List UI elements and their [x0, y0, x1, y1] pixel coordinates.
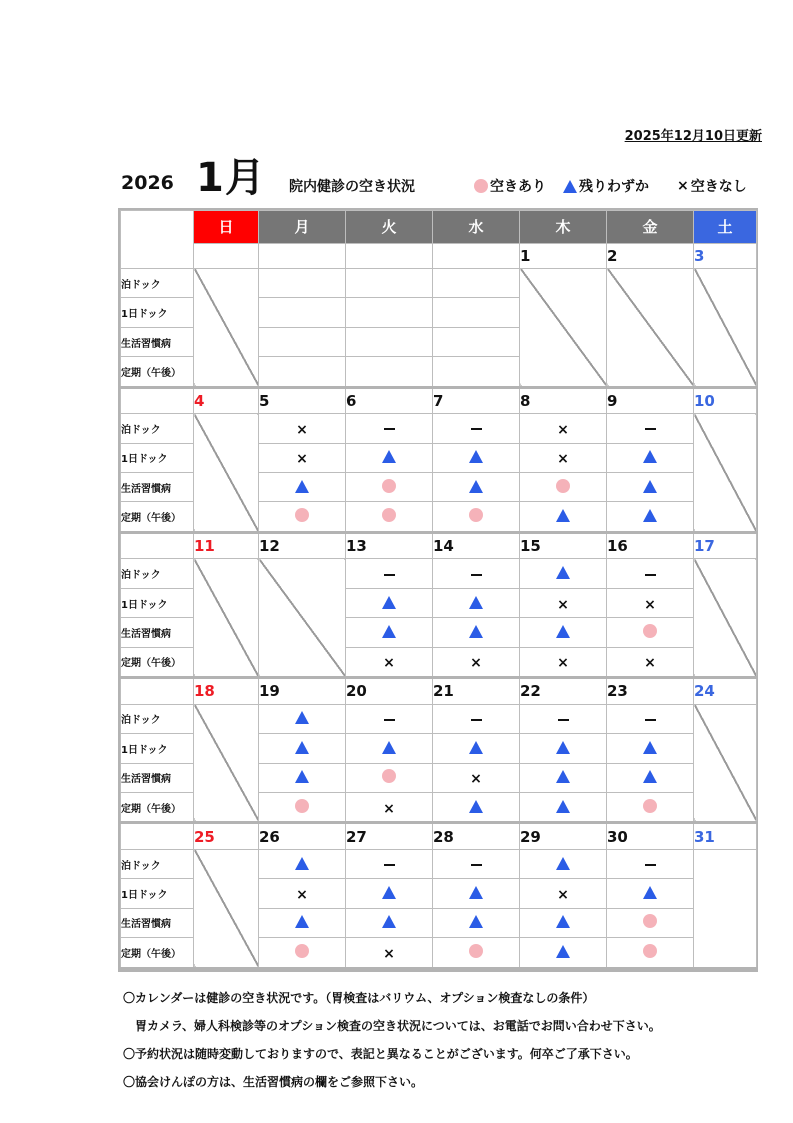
closed-day-cell	[194, 704, 259, 823]
dash-icon	[384, 428, 395, 430]
status-cell	[520, 559, 607, 588]
status-cell	[607, 849, 694, 878]
triangle-icon	[469, 450, 483, 463]
date-cell: 22	[520, 678, 607, 704]
dash-icon	[645, 428, 656, 430]
status-cell	[346, 938, 433, 969]
row-label: 泊ドック	[121, 414, 194, 443]
row-label: 生活習慣病	[121, 473, 194, 502]
status-cell	[259, 414, 346, 443]
cross-icon: ×	[383, 946, 395, 963]
status-cell	[607, 879, 694, 908]
status-cell	[607, 588, 694, 617]
cross-icon: ×	[557, 451, 569, 468]
row-label: 1日ドック	[121, 734, 194, 763]
date-cell: 31	[694, 823, 757, 849]
triangle-icon	[295, 857, 309, 870]
empty-slot-cell	[433, 357, 520, 387]
status-cell	[520, 849, 607, 878]
triangle-icon	[643, 450, 657, 463]
triangle-icon	[469, 915, 483, 928]
triangle-icon	[643, 509, 657, 522]
legend-full-label: 空きなし	[690, 179, 747, 195]
dash-icon	[558, 719, 569, 721]
circle-icon	[469, 508, 483, 522]
status-cell	[259, 502, 346, 532]
empty-slot-cell	[433, 298, 520, 327]
triangle-icon	[295, 741, 309, 754]
row-label: 1日ドック	[121, 588, 194, 617]
date-cell: 28	[433, 823, 520, 849]
status-cell	[346, 588, 433, 617]
dash-icon	[645, 719, 656, 721]
empty-slot-cell	[346, 268, 433, 297]
status-cell	[520, 734, 607, 763]
status-cell	[520, 618, 607, 647]
cross-icon: ×	[557, 421, 569, 438]
status-cell	[433, 938, 520, 969]
circle-icon	[382, 769, 396, 783]
empty-slot-cell	[259, 268, 346, 297]
date-cell: 23	[607, 678, 694, 704]
empty-slot-cell	[346, 357, 433, 387]
triangle-icon	[556, 509, 570, 522]
date-row-label-cell	[121, 678, 194, 704]
date-cell: 16	[607, 532, 694, 558]
weekday-header: 金	[607, 211, 694, 244]
row-label: 1日ドック	[121, 298, 194, 327]
circle-icon	[469, 944, 483, 958]
status-cell	[607, 559, 694, 588]
status-cell	[259, 763, 346, 792]
dash-icon	[471, 864, 482, 866]
date-cell: 25	[194, 823, 259, 849]
date-cell: 14	[433, 532, 520, 558]
status-cell	[433, 792, 520, 822]
status-cell	[433, 879, 520, 908]
page-subtitle: 院内健診の空き状況	[289, 179, 415, 195]
date-cell: 18	[194, 678, 259, 704]
circle-icon	[295, 508, 309, 522]
date-cell: 7	[433, 387, 520, 413]
weekday-header: 月	[259, 211, 346, 244]
availability-calendar	[118, 208, 758, 972]
date-cell	[433, 243, 520, 268]
row-label: 定期（午後）	[121, 647, 194, 677]
status-cell	[259, 734, 346, 763]
empty-day-cell	[694, 849, 757, 968]
triangle-icon	[556, 566, 570, 579]
year: 2026	[121, 172, 174, 194]
legend-few-label: 残りわずか	[579, 179, 649, 195]
row-label: 生活習慣病	[121, 908, 194, 937]
triangle-icon	[556, 625, 570, 638]
triangle-icon	[556, 857, 570, 870]
date-cell: 11	[194, 532, 259, 558]
row-label: 生活習慣病	[121, 618, 194, 647]
cross-icon: ×	[677, 178, 689, 194]
status-cell	[346, 908, 433, 937]
status-cell	[433, 473, 520, 502]
status-cell	[607, 792, 694, 822]
date-cell: 5	[259, 387, 346, 413]
triangle-icon	[295, 480, 309, 493]
row-label: 定期（午後）	[121, 792, 194, 822]
triangle-icon	[556, 915, 570, 928]
closed-day-cell	[694, 559, 757, 678]
status-cell	[346, 849, 433, 878]
cross-icon: ×	[383, 655, 395, 672]
status-cell	[259, 908, 346, 937]
status-cell	[433, 908, 520, 937]
triangle-icon	[643, 741, 657, 754]
cross-icon: ×	[557, 887, 569, 903]
weekday-header: 木	[520, 211, 607, 244]
row-label: 定期（午後）	[121, 357, 194, 387]
date-cell: 9	[607, 387, 694, 413]
status-cell	[520, 414, 607, 443]
status-cell	[259, 938, 346, 969]
status-cell	[433, 443, 520, 472]
triangle-icon	[469, 741, 483, 754]
status-cell	[433, 849, 520, 878]
status-cell	[346, 879, 433, 908]
status-cell	[259, 792, 346, 822]
status-cell	[520, 647, 607, 677]
corner-cell	[121, 211, 194, 269]
triangle-icon	[382, 915, 396, 928]
closed-day-cell	[694, 414, 757, 533]
cross-icon: ×	[557, 596, 569, 613]
cross-icon: ×	[296, 887, 308, 903]
circle-icon	[474, 179, 488, 193]
closed-day-cell	[607, 268, 694, 387]
empty-slot-cell	[259, 357, 346, 387]
status-cell	[433, 734, 520, 763]
dash-icon	[384, 574, 395, 576]
circle-icon	[643, 914, 657, 928]
date-row-label-cell	[121, 532, 194, 558]
status-cell	[607, 763, 694, 792]
circle-icon	[295, 944, 309, 958]
status-cell	[259, 704, 346, 733]
status-cell	[520, 792, 607, 822]
row-label: 泊ドック	[121, 849, 194, 878]
date-cell: 21	[433, 678, 520, 704]
date-cell: 6	[346, 387, 433, 413]
cross-icon: ×	[557, 655, 569, 672]
status-cell	[346, 443, 433, 472]
date-cell	[259, 243, 346, 268]
status-cell	[607, 647, 694, 677]
status-cell	[607, 704, 694, 733]
note-line: 〇協会けんぽの方は、生活習慣病の欄をご参照下さい。	[123, 1075, 424, 1089]
weekday-header: 水	[433, 211, 520, 244]
cross-icon: ×	[644, 655, 656, 672]
row-label: 定期（午後）	[121, 502, 194, 532]
weekday-header: 火	[346, 211, 433, 244]
empty-slot-cell	[433, 327, 520, 356]
circle-icon	[382, 479, 396, 493]
status-cell	[520, 938, 607, 969]
status-cell	[433, 588, 520, 617]
cross-icon: ×	[470, 655, 482, 672]
date-cell: 26	[259, 823, 346, 849]
status-cell	[607, 443, 694, 472]
date-cell: 4	[194, 387, 259, 413]
month-title: 1月	[196, 155, 266, 201]
triangle-icon	[382, 596, 396, 609]
triangle-icon	[382, 625, 396, 638]
row-label: 生活習慣病	[121, 763, 194, 792]
date-row-label-cell	[121, 387, 194, 413]
circle-icon	[295, 799, 309, 813]
triangle-icon	[382, 886, 396, 899]
date-cell: 2	[607, 243, 694, 268]
circle-icon	[643, 624, 657, 638]
status-cell	[259, 443, 346, 472]
circle-icon	[382, 508, 396, 522]
status-cell	[520, 908, 607, 937]
status-cell	[520, 879, 607, 908]
status-cell	[346, 704, 433, 733]
circle-icon	[556, 479, 570, 493]
cross-icon: ×	[296, 421, 308, 438]
cross-icon: ×	[644, 596, 656, 613]
empty-slot-cell	[259, 298, 346, 327]
closed-day-cell	[694, 268, 757, 387]
status-cell	[433, 647, 520, 677]
date-cell: 12	[259, 532, 346, 558]
triangle-icon	[556, 945, 570, 958]
status-cell	[346, 734, 433, 763]
status-cell	[520, 588, 607, 617]
empty-slot-cell	[346, 327, 433, 356]
triangle-icon	[382, 741, 396, 754]
status-cell	[607, 618, 694, 647]
status-cell	[346, 502, 433, 532]
cross-icon: ×	[470, 771, 482, 788]
legend-available	[474, 176, 546, 196]
dash-icon	[471, 574, 482, 576]
date-cell	[194, 243, 259, 268]
status-cell	[520, 502, 607, 532]
dash-icon	[645, 864, 656, 866]
status-cell	[346, 763, 433, 792]
date-cell: 17	[694, 532, 757, 558]
status-cell	[607, 908, 694, 937]
row-label: 定期（午後）	[121, 938, 194, 969]
triangle-icon	[382, 450, 396, 463]
date-cell: 20	[346, 678, 433, 704]
triangle-icon	[295, 770, 309, 783]
row-label: 生活習慣病	[121, 327, 194, 356]
status-cell	[520, 763, 607, 792]
cross-icon: ×	[383, 800, 395, 817]
date-row-label-cell	[121, 823, 194, 849]
status-cell	[346, 414, 433, 443]
circle-icon	[643, 944, 657, 958]
row-label: 1日ドック	[121, 879, 194, 908]
date-cell: 27	[346, 823, 433, 849]
closed-day-cell	[194, 268, 259, 387]
closed-day-cell	[259, 559, 346, 678]
triangle-icon	[469, 596, 483, 609]
closed-day-cell	[194, 559, 259, 678]
status-cell	[346, 473, 433, 502]
triangle-icon	[469, 800, 483, 813]
status-cell	[433, 704, 520, 733]
triangle-icon	[556, 800, 570, 813]
status-cell	[520, 473, 607, 502]
note-line: 胃カメラ、婦人科検診等のオプション検査の空き状況については、お電話でお問い合わせ下さい。	[123, 1019, 661, 1033]
cross-icon: ×	[296, 451, 308, 468]
note-line: 〇カレンダーは健診の空き状況です。（胃検査はバリウム、オプション検査なしの条件）	[123, 991, 595, 1005]
closed-day-cell	[194, 414, 259, 533]
calendar-grid	[120, 210, 757, 970]
status-cell	[346, 559, 433, 588]
dash-icon	[471, 428, 482, 430]
date-cell: 1	[520, 243, 607, 268]
triangle-icon	[643, 886, 657, 899]
closed-day-cell	[694, 704, 757, 823]
updated-date: 2025年12月10日更新	[624, 129, 762, 144]
row-label: 1日ドック	[121, 443, 194, 472]
triangle-icon	[563, 180, 577, 193]
triangle-icon	[295, 711, 309, 724]
closed-day-cell	[194, 849, 259, 968]
notes	[123, 990, 661, 1102]
status-cell	[433, 559, 520, 588]
status-cell	[607, 938, 694, 969]
status-cell	[346, 792, 433, 822]
row-label: 泊ドック	[121, 704, 194, 733]
note-line: 〇予約状況は随時変動しておりますので、表記と異なることがございます。何卒ご了承下さい。	[123, 1047, 638, 1061]
row-label: 泊ドック	[121, 559, 194, 588]
date-cell	[346, 243, 433, 268]
triangle-icon	[556, 770, 570, 783]
dash-icon	[384, 864, 395, 866]
triangle-icon	[556, 741, 570, 754]
status-cell	[259, 473, 346, 502]
date-cell: 3	[694, 243, 757, 268]
triangle-icon	[643, 480, 657, 493]
date-cell: 8	[520, 387, 607, 413]
legend-few	[563, 176, 649, 196]
date-cell: 30	[607, 823, 694, 849]
date-cell: 10	[694, 387, 757, 413]
status-cell	[346, 618, 433, 647]
status-cell	[433, 502, 520, 532]
status-cell	[607, 502, 694, 532]
empty-slot-cell	[346, 298, 433, 327]
empty-slot-cell	[433, 268, 520, 297]
date-cell: 29	[520, 823, 607, 849]
status-cell	[259, 879, 346, 908]
status-cell	[433, 618, 520, 647]
date-cell: 19	[259, 678, 346, 704]
triangle-icon	[643, 770, 657, 783]
dash-icon	[471, 719, 482, 721]
status-cell	[520, 704, 607, 733]
status-cell	[607, 734, 694, 763]
triangle-icon	[469, 886, 483, 899]
circle-icon	[643, 799, 657, 813]
status-cell	[433, 414, 520, 443]
triangle-icon	[469, 480, 483, 493]
date-cell: 24	[694, 678, 757, 704]
status-cell	[520, 443, 607, 472]
triangle-icon	[469, 625, 483, 638]
dash-icon	[384, 719, 395, 721]
status-cell	[607, 414, 694, 443]
empty-slot-cell	[259, 327, 346, 356]
status-cell	[607, 473, 694, 502]
row-label: 泊ドック	[121, 268, 194, 297]
triangle-icon	[295, 915, 309, 928]
weekday-header: 日	[194, 211, 259, 244]
date-cell: 15	[520, 532, 607, 558]
legend-full	[677, 176, 747, 196]
weekday-header: 土	[694, 211, 757, 244]
status-cell	[259, 849, 346, 878]
date-cell: 13	[346, 532, 433, 558]
closed-day-cell	[520, 268, 607, 387]
status-cell	[346, 647, 433, 677]
dash-icon	[645, 574, 656, 576]
status-cell	[433, 763, 520, 792]
legend-available-label: 空きあり	[490, 179, 546, 195]
